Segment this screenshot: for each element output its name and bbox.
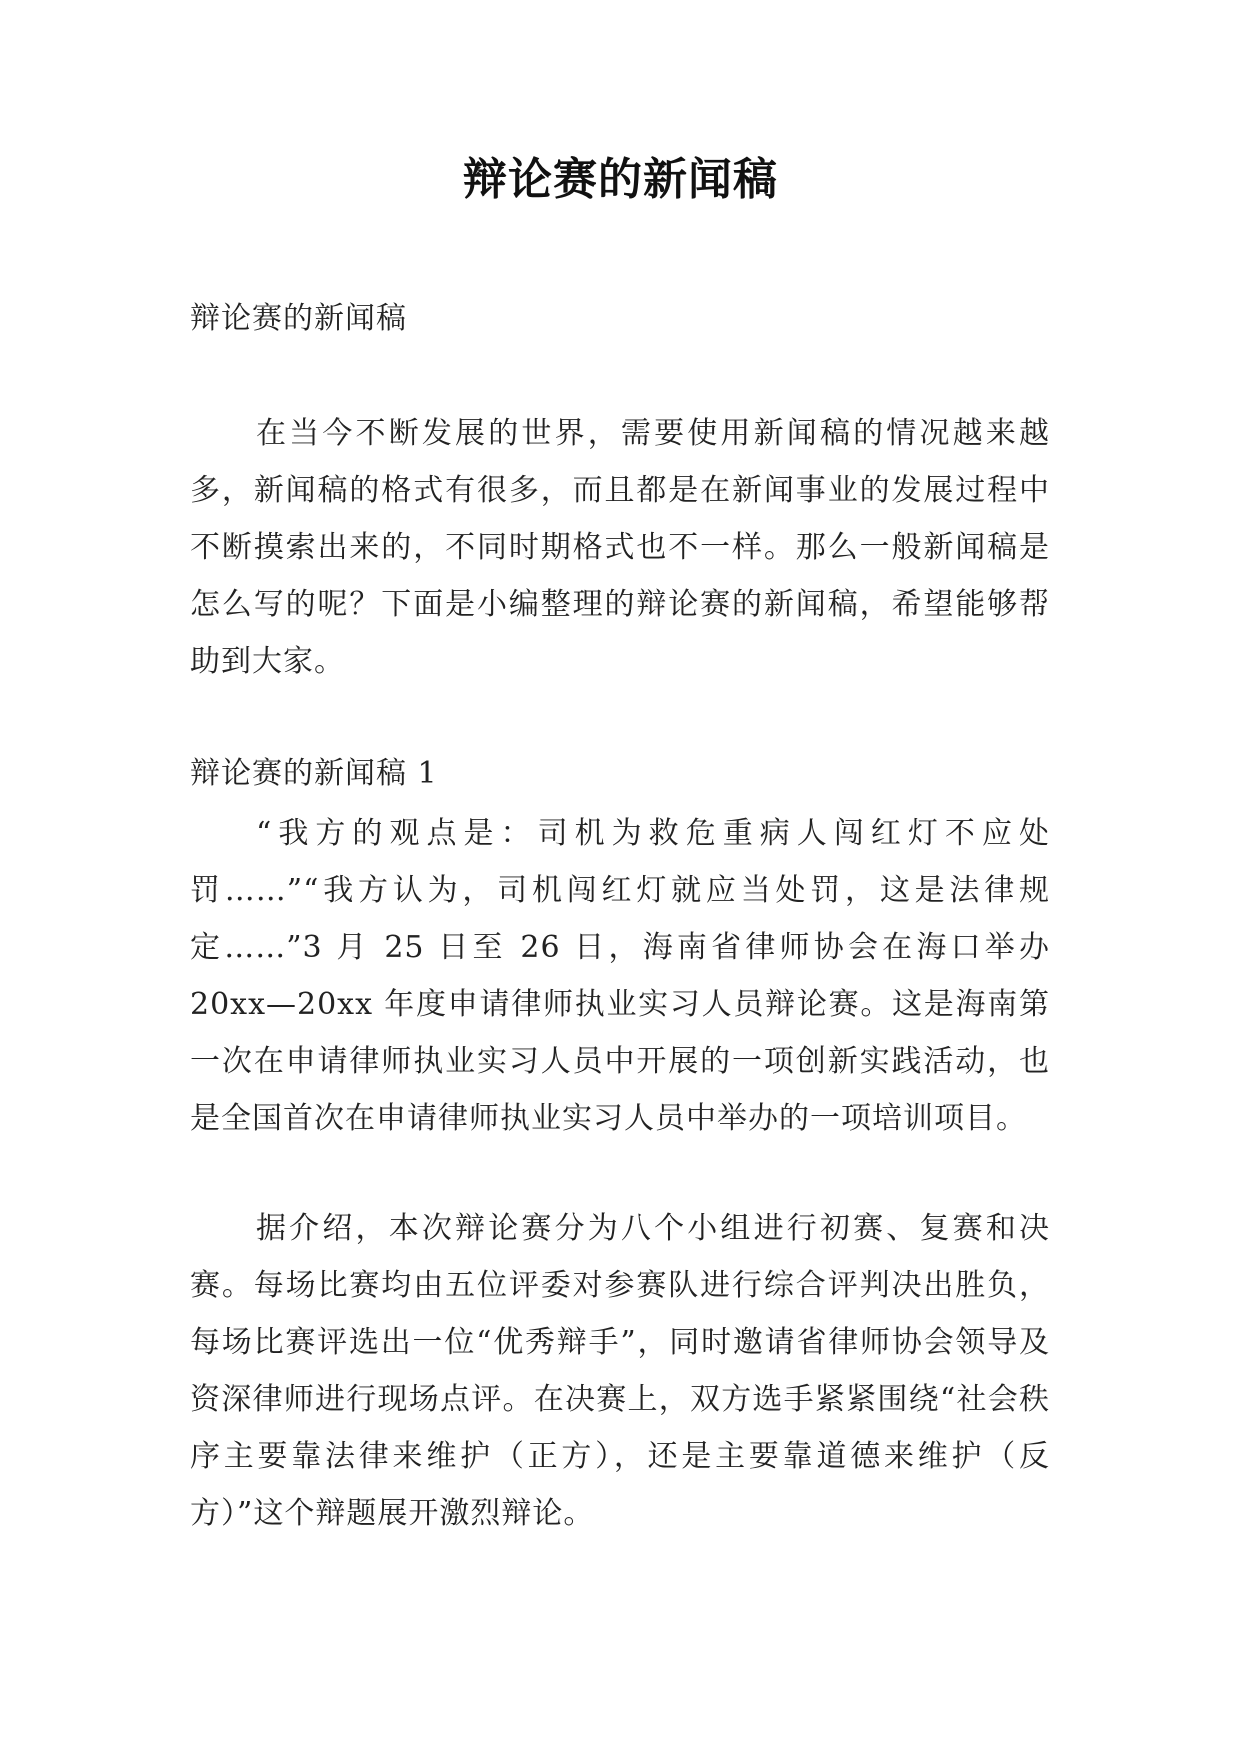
document-title: 辩论赛的新闻稿 <box>463 154 778 205</box>
document-subtitle: 辩论赛的新闻稿 <box>190 301 407 336</box>
body-paragraph-2: 据介绍，本次辩论赛分为八个小组进行初赛、复赛和决赛。每场比赛均由五位评委对参赛队进行综合评判决出胜负，每场比赛评选出一位“优秀辩手”，同时邀请省律师协会领导及资深律师进行现场点评。在决赛上，双方选手紧紧围绕“社会秩序主要靠法律来维护（正方），还是主要靠道德来维护（反方）”这个辩题展开激烈辩论。 <box>190 1211 1050 1531</box>
body-paragraph-1: “我方的观点是：司机为救危重病人闯红灯不应处罚……”“我方认为，司机闯红灯就应当处罚，这是法律规定……”3 月 25 日至 26 日，海南省律师协会在海口举办 20xx—20xx 年度申请律师执业实习人员辩论赛。这是海南第一次在申请律师执业实习人员中开展的一项创新实践活动，也是全国首次在申请律师执业实习人员中举办的一项培训项目。 <box>190 816 1050 1136</box>
intro-paragraph: 在当今不断发展的世界，需要使用新闻稿的情况越来越多，新闻稿的格式有很多，而且都是在新闻事业的发展过程中不断摸索出来的，不同时期格式也不一样。那么一般新闻稿是怎么写的呢？下面是小编整理的辩论赛的新闻稿，希望能够帮助到大家。 <box>190 416 1050 679</box>
section-heading: 辩论赛的新闻稿 1 <box>190 756 438 791</box>
